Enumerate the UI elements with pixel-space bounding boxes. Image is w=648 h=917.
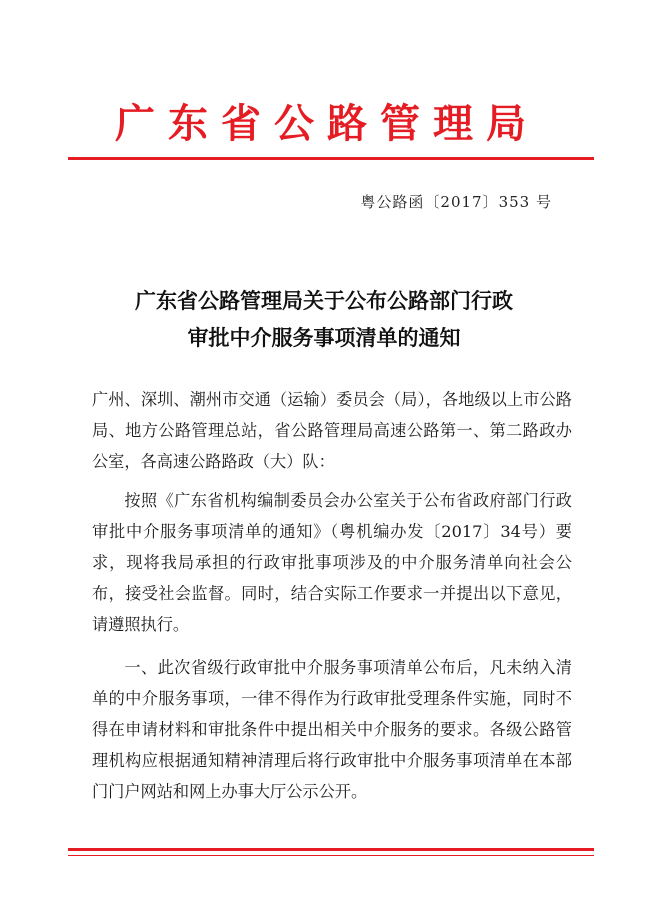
body-paragraph-2: 一、此次省级行政审批中介服务事项清单公布后，凡未纳入清单的中介服务事项，一律不得作为行政审批受理条件实施，同时不得在申请材料和审批条件中提出相关中介服务的要求。各级公路管理机构应根据通知精神清理后将行政审批中介服务事项清单在本部门门户网站和网上办事大厅公示公开。 [92,658,572,801]
letterhead-red-rule [68,157,594,160]
document-title-line-2: 审批中介服务事项清单的通知 [187,326,461,350]
letterhead-title: 广东省公路管理局 [115,100,539,147]
document-body [92,384,572,819]
footer-red-rule-thin [68,855,594,856]
document-title [0,283,648,357]
body-paragraph-1: 按照《广东省机构编制委员会办公室关于公布省政府部门行政审批中介服务事项清单的通知》（粤机编办发〔2017〕34号）要求，现将我局承担的行政审批事项涉及的中介服务清单向社会公布，接受社会监督。同时，结合实际工作要求一并提出以下意见，请遵照执行。 [92,491,572,634]
document-title-line-1: 广东省公路管理局关于公布公路部门行政 [135,289,513,313]
footer-red-rule-thick [68,848,594,851]
addressee-paragraph: 广州、深圳、潮州市交通（运输）委员会（局），各地级以上市公路局、地方公路管理总站，省公路管理局高速公路第一、第二路政办公室，各高速公路路政（大）队： [92,390,572,471]
document-number: 粤公路函〔2017〕353 号 [360,193,552,211]
